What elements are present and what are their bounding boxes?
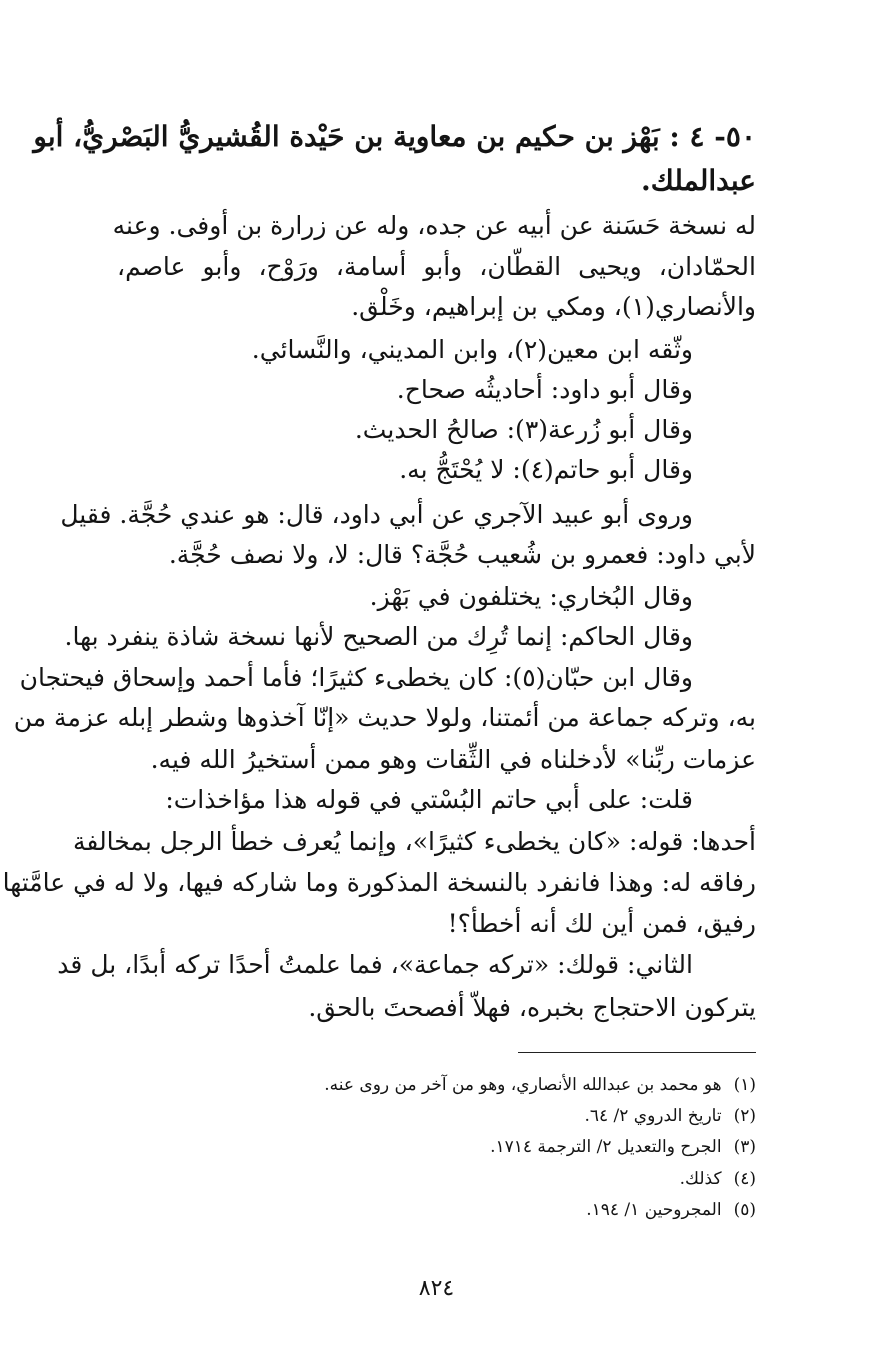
footnote [680,1166,756,1192]
body-line: له نسخة حَسَنة عن أبيه عن جده، وله عن زرارة بن أوفى. وعنه [112,211,756,240]
body-line: وقال الحاكم: إنما تُرِك من الصحيح لأنها نسخة شاذة ينفرد بها. [64,622,693,651]
footnote-text: المجروحين ١/ ١٩٤. [586,1200,722,1220]
body-line: وقال ابن حبّان(٥): كان يخطىء كثيرًا؛ فأما أحمد وإسحاق فيحتجان [19,663,693,692]
footnote [324,1072,756,1098]
body-line: وثّقه ابن معين(٢)، وابن المديني، والنَّسائي. [251,335,693,364]
footnote-number: (٢) [733,1106,756,1126]
entry-heading: ٥٠- ٤ : بَهْز بن حكيم بن معاوية بن حَيْدة القُشيريُّ البَصْريُّ، أبو [33,120,756,153]
footnote-text: كذلك. [679,1169,722,1189]
footnote-number: (٣) [733,1137,756,1157]
body-line: وروى أبو عبيد الآجري عن أبي داود، قال: هو عندي حُجَّة. فقيل [60,500,693,529]
body-line: والأنصاري(١)، ومكي بن إبراهيم، وخَلْق. [351,292,756,321]
body-line: وقال أبو داود: أحاديثُه صحاح. [396,375,693,404]
body-line: به، وتركه جماعة من أئمتنا، ولولا حديث «إنّا آخذوها وشطر إبله عزمة من [13,703,756,732]
footnote-separator [518,1052,756,1053]
footnote-number: (٤) [733,1169,756,1189]
footnote-text: هو محمد بن عبدالله الأنصاري، وهو من آخر من روى عنه. [324,1075,722,1095]
footnote-text: الجرح والتعديل ٢/ الترجمة ١٧١٤. [490,1137,722,1157]
footnote-text: تاريخ الدروي ٢/ ٦٤. [584,1106,722,1126]
body-line: عزمات ربِّنا» لأدخلناه في الثِّقات وهو ممن أستخيرُ الله فيه. [150,745,756,774]
body-line: يتركون الاحتجاج بخبره، فهلاّ أفصحتَ بالحق. [308,993,756,1022]
body-line: رفيق، فمن أين لك أنه أخطأ؟! [447,909,756,938]
footnote-number: (١) [733,1075,756,1095]
body-line: قلت: على أبي حاتم البُسْتي في قوله هذا مؤاخذات: [165,785,693,814]
body-line: وقال البُخاري: يختلفون في بَهْز. [369,582,693,611]
body-line: الحمّادان، ويحيى القطّان، وأبو أسامة، ورَوْح، وأبو عاصم، [117,252,756,281]
footnote [490,1134,756,1160]
body-line: وقال أبو حاتم(٤): لا يُحْتَجُّ به. [399,455,693,484]
body-line: أحدها: قوله: «كان يخطىء كثيرًا»، وإنما يُعرف خطأ الرجل بمخالفة [73,827,756,856]
footnote-number: (٥) [733,1200,756,1220]
body-line: رفاقه له: وهذا فانفرد بالنسخة المذكورة وما شاركه فيها، ولا له في عامَّتها [2,868,756,897]
footnote [586,1197,756,1223]
footnote [584,1103,756,1129]
body-line: وقال أبو زُرعة(٣): صالحُ الحديث. [354,415,693,444]
entry-heading-continuation: عبدالملك. [641,164,756,197]
body-line: الثاني: قولك: «تركه جماعة»، فما علمتُ أحدًا تركه أبدًا، بل قد [57,950,693,979]
page-number: ٨٢٤ [418,1276,455,1301]
body-line: لأبي داود: فعمرو بن شُعيب حُجَّة؟ قال: لا، ولا نصف حُجَّة. [168,540,756,569]
